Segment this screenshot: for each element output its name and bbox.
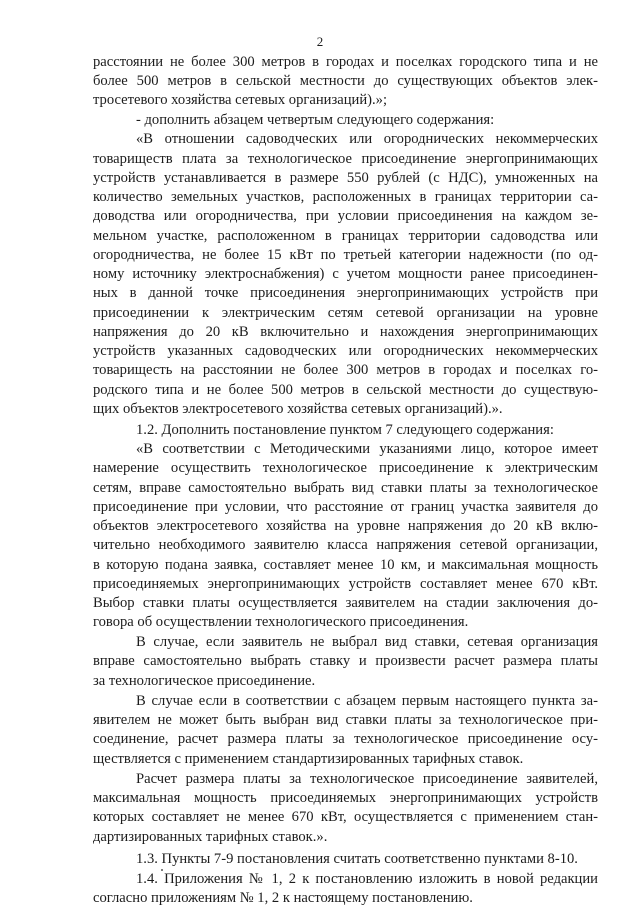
text-line: объектов электросетевого хозяйства на уровне напряжения до 20 кВ вклю- — [93, 518, 598, 534]
text-line: огородничества, не более 15 кВт по третьей категории надежности (по од- — [93, 247, 598, 263]
text-line: мельном участке, расположенном в границах территории садоводства или — [93, 228, 598, 244]
text-line: расстоянии не более 300 метров в городах и поселках городского типа и не — [93, 54, 598, 70]
text-line: В случае, если заявитель не выбрал вид ставки, сетевая организация — [136, 634, 598, 650]
text-line: более 500 метров в сельской местности до существующих объектов элек- — [93, 73, 598, 89]
page-number: 2 — [316, 34, 324, 49]
text-line: в которую подана заявка, составляет менее 10 км, и максимальная мощность — [93, 557, 598, 573]
text-line: максимальная мощность присоединяемых энергопринимающих устройств — [93, 790, 598, 806]
text-line: устройств указанных садоводческих или огороднических некоммерческих — [93, 343, 598, 359]
text-line: устройств устанавливается в размере 550 рублей (с НДС), умноженных на — [93, 170, 598, 186]
text-line: присоединении к электрическим сетям сетевой организации на уровне — [93, 305, 598, 321]
text-line: Выбор ставки платы осуществляется заявителем на стадии заключения до- — [93, 595, 598, 611]
text-line: присоединение при условии, что расстояние от границ участка заявителя до — [93, 499, 598, 515]
text-line: вправе самостоятельно выбрать ставку и произвести расчет размера платы — [93, 653, 598, 669]
text-line: явителем не может быть выбран вид ставки платы за технологическое при- — [93, 712, 598, 728]
text-line: 1.4. Приложения № 1, 2 к постановлению изложить в новой редакции — [136, 871, 598, 887]
text-line: намерение осуществить технологическое присоединение к электрическим — [93, 460, 598, 476]
text-line: согласно приложениям № 1, 2 к настоящему постановлению. — [93, 890, 473, 906]
text-line: «В соответствии с Методическими указаниями лицо, которое имеет — [136, 441, 598, 457]
text-line: товарищесть на расстоянии не более 300 метров в городах и поселках го- — [93, 362, 598, 378]
text-line: родского типа и не более 500 метров в сельской местности до существую- — [93, 382, 598, 398]
text-line: щих объектов электросетевого хозяйства сетевых организаций).». — [93, 401, 503, 417]
text-line: Расчет размера платы за технологическое присоединение заявителей, — [136, 771, 598, 787]
text-line: ществляется с применением стандартизированных тарифных ставок. — [93, 751, 524, 767]
text-line: напряжения до 20 кВ включительно и нахождения энергопринимающих — [93, 324, 598, 340]
text-line: ному источнику электроснабжения) с учетом мощности ранее присоединен- — [93, 266, 598, 282]
text-line: «В отношении садоводческих или огороднических некоммерческих — [136, 131, 598, 147]
text-line: доводства или огородничества, при условии присоединения на каждом зе- — [93, 208, 598, 224]
text-line: 1.2. Дополнить постановление пунктом 7 следующего содержания: — [136, 422, 554, 438]
text-line: за технологическое присоединение. — [93, 673, 316, 689]
scan-speck — [161, 869, 163, 871]
text-line: ных в данной точке присоединения энергопринимающих устройств при — [93, 285, 598, 301]
text-line: товариществ плата за технологическое присоединение энергопринимающих — [93, 151, 598, 167]
text-line: В случае если в соответствии с абзацем первым настоящего пункта за- — [136, 693, 598, 709]
text-line: дартизированных тарифных ставок.». — [93, 829, 328, 845]
text-line: которых составляет не менее 670 кВт, осуществляется с применением стан- — [93, 809, 598, 825]
text-line: присоединяемых энергопринимающих устройств составляет менее 670 кВт. — [93, 576, 598, 592]
text-line: - дополнить абзацем четвертым следующего содержания: — [136, 112, 495, 128]
text-line: сетям, вправе самостоятельно выбрать вид ставки платы за технологическое — [93, 480, 598, 496]
text-line: тросетевого хозяйства сетевых организаций).»; — [93, 92, 387, 108]
text-line: соединение, расчет размера платы за технологическое присоединение осу- — [93, 731, 598, 747]
text-line: чительно необходимого заявителю класса напряжения сетевой организации, — [93, 537, 598, 553]
text-line: говора об осуществлении технологического присоединения. — [93, 614, 469, 630]
text-line: количество земельных участков, расположенных в границах территории са- — [93, 189, 598, 205]
text-line: 1.3. Пункты 7-9 постановления считать соответственно пунктами 8-10. — [136, 851, 578, 867]
